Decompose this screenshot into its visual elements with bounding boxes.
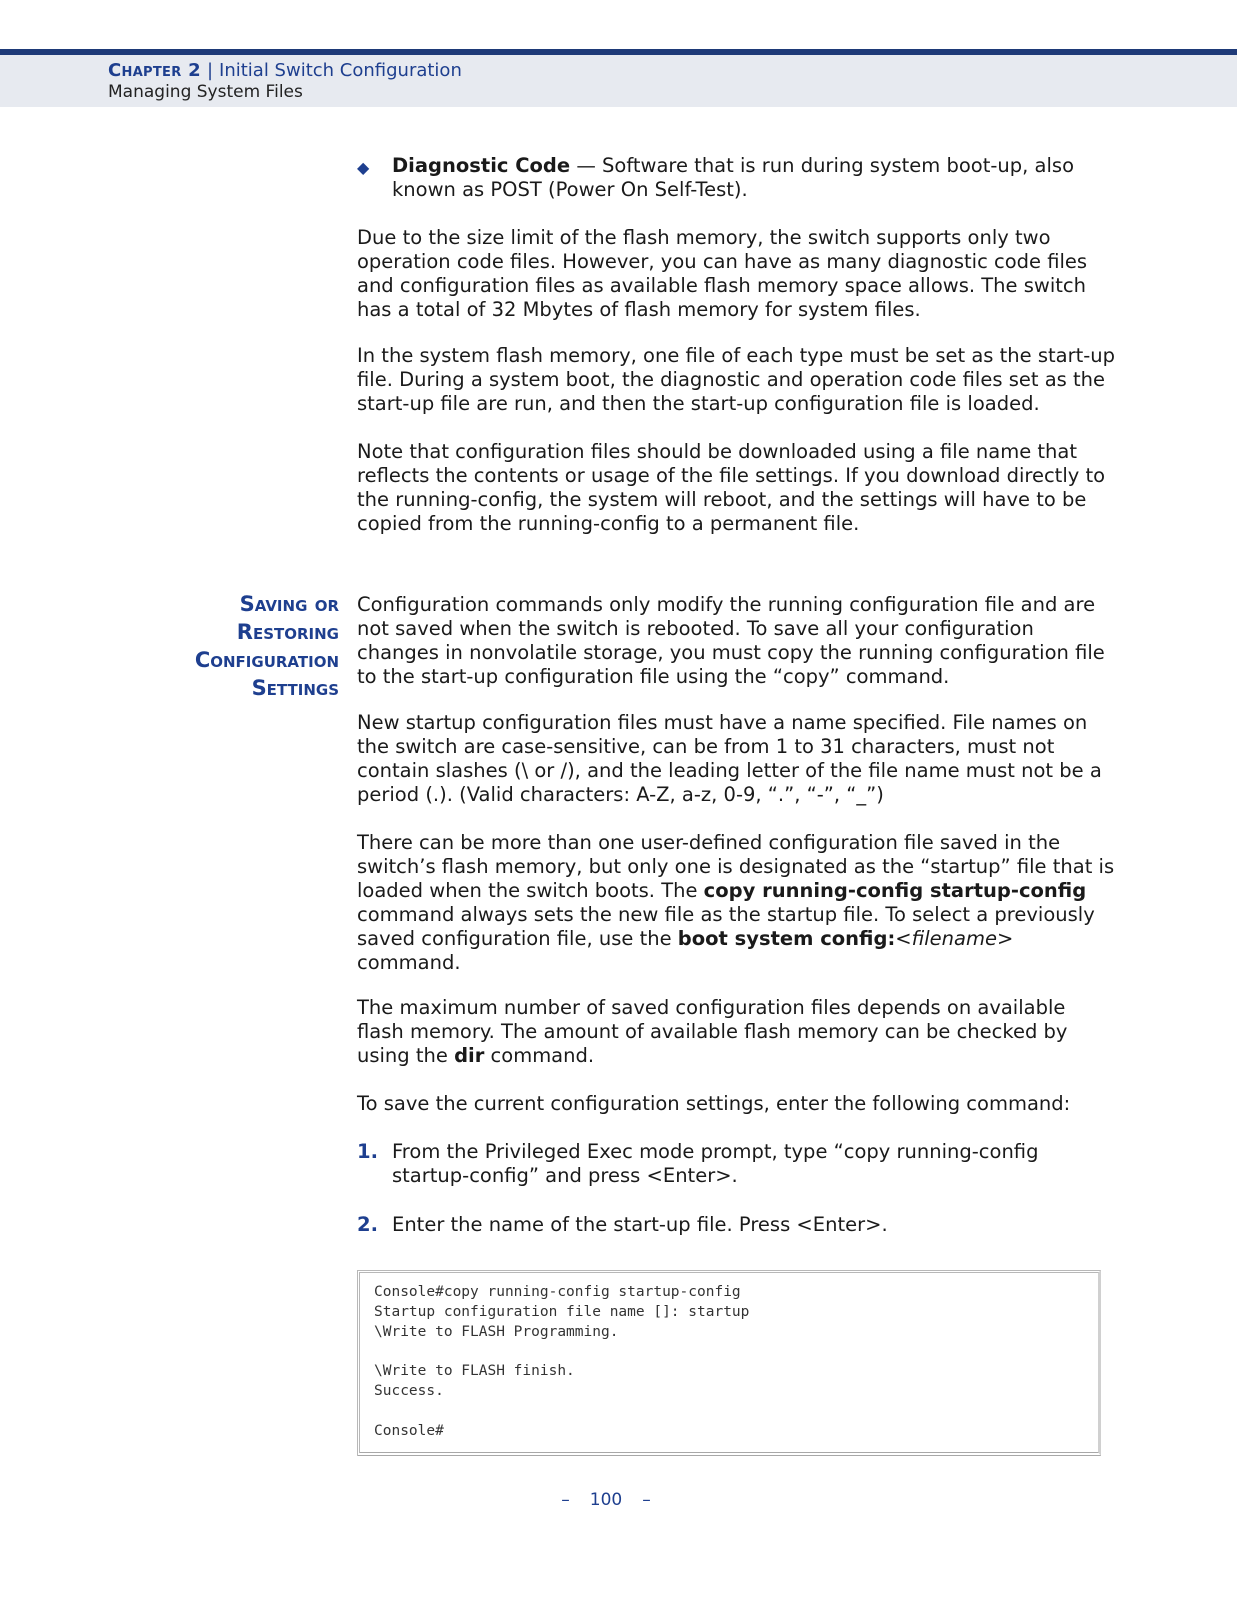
section-title: Managing System Files xyxy=(108,82,303,102)
bullet-description: — Software that is run during system boot-up, also known as POST (Power On Self-Test). xyxy=(392,154,1075,201)
header-chapter-line xyxy=(108,60,462,81)
step-number: 2. xyxy=(357,1213,378,1236)
paragraph: Note that configuration files should be downloaded using a file name that reflects the contents or usage of the file settings. If you download directly to the running-config, the system will reboot, and the settings will have to be copied from the running-config to a permanent file. xyxy=(357,440,1106,535)
text-run: The maximum number of saved configuration files depends on available flash memory. The amount of available flash memory can be checked by using the xyxy=(357,996,1068,1067)
diamond-bullet-icon: ◆ xyxy=(357,158,370,177)
text-run: command. xyxy=(484,1044,595,1067)
step-item xyxy=(357,1213,1117,1237)
heading-line: Configuration xyxy=(194,648,339,672)
text-run: There can be more than one user-defined configuration file saved in the switch’s flash memory, but only one is designated as the “startup” file that is loaded when the switch boots. The xyxy=(357,831,1115,902)
header-separator: | xyxy=(206,60,214,81)
paragraph xyxy=(357,831,1117,975)
step-text: From the Privileged Exec mode prompt, type “copy running-config startup-config” and press <Enter>. xyxy=(392,1140,1039,1187)
heading-line: Restoring xyxy=(236,620,339,644)
heading-line: Settings xyxy=(251,676,339,700)
page-dash: – xyxy=(561,1490,570,1510)
paragraph: In the system flash memory, one file of each type must be set as the start-up file. During a system boot, the diagnostic and operation code files set as the start-up file are run, and then the start-up configuration file is loaded. xyxy=(357,344,1116,415)
chapter-title: Initial Switch Configuration xyxy=(219,60,462,81)
parameter-text: filename xyxy=(911,927,997,950)
text-run: > command. xyxy=(357,927,1014,974)
step-text: Enter the name of the start-up file. Press <Enter>. xyxy=(392,1213,888,1236)
page-number xyxy=(0,1490,1212,1510)
text-run: < xyxy=(895,927,912,950)
page-number-value: 100 xyxy=(589,1490,623,1510)
paragraph: Configuration commands only modify the running configuration file and are not saved when the switch is rebooted. To save all your configuration changes in nonvolatile storage, you must copy the running configuration file to the start-up configuration file using the “copy” command. xyxy=(357,593,1105,688)
chapter-label: Chapter 2 xyxy=(108,60,201,81)
bullet-text xyxy=(392,154,1117,202)
command-text: boot system config: xyxy=(677,927,896,950)
section-heading xyxy=(195,590,339,702)
heading-line: Saving or xyxy=(239,592,339,616)
command-text: copy running-config startup-config xyxy=(703,879,1087,902)
paragraph: To save the current configuration settings, enter the following command: xyxy=(357,1092,1071,1115)
paragraph xyxy=(357,996,1117,1068)
bullet-term: Diagnostic Code xyxy=(392,154,571,177)
text-run: command always sets the new file as the startup file. To select a previously saved configuration file, use the xyxy=(357,903,1095,950)
step-item xyxy=(357,1140,1117,1188)
paragraph: New startup configuration files must have a name specified. File names on the switch are case-sensitive, can be from 1 to 31 characters, must not contain slashes (\ or /), and the leading letter of the file name must not be a period (.). (Valid characters: A-Z, a-z, 0-9, “.”, “-”, “_”) xyxy=(357,711,1102,806)
page-dash: – xyxy=(642,1490,651,1510)
bullet-item xyxy=(357,154,1117,202)
paragraph: Due to the size limit of the flash memory, the switch supports only two operation code files. However, you can have as many diagnostic code files and configuration files as available flash memory space allows. The switch has a total of 32 Mbytes of flash memory for system files. xyxy=(357,226,1088,321)
code-block: Console#copy running-config startup-config Startup configuration file name []: startup \Write to FLASH Programming. \Write to FLASH finish. Success. Console# xyxy=(374,1284,750,1439)
command-text: dir xyxy=(454,1044,485,1067)
step-number: 1. xyxy=(357,1140,378,1163)
